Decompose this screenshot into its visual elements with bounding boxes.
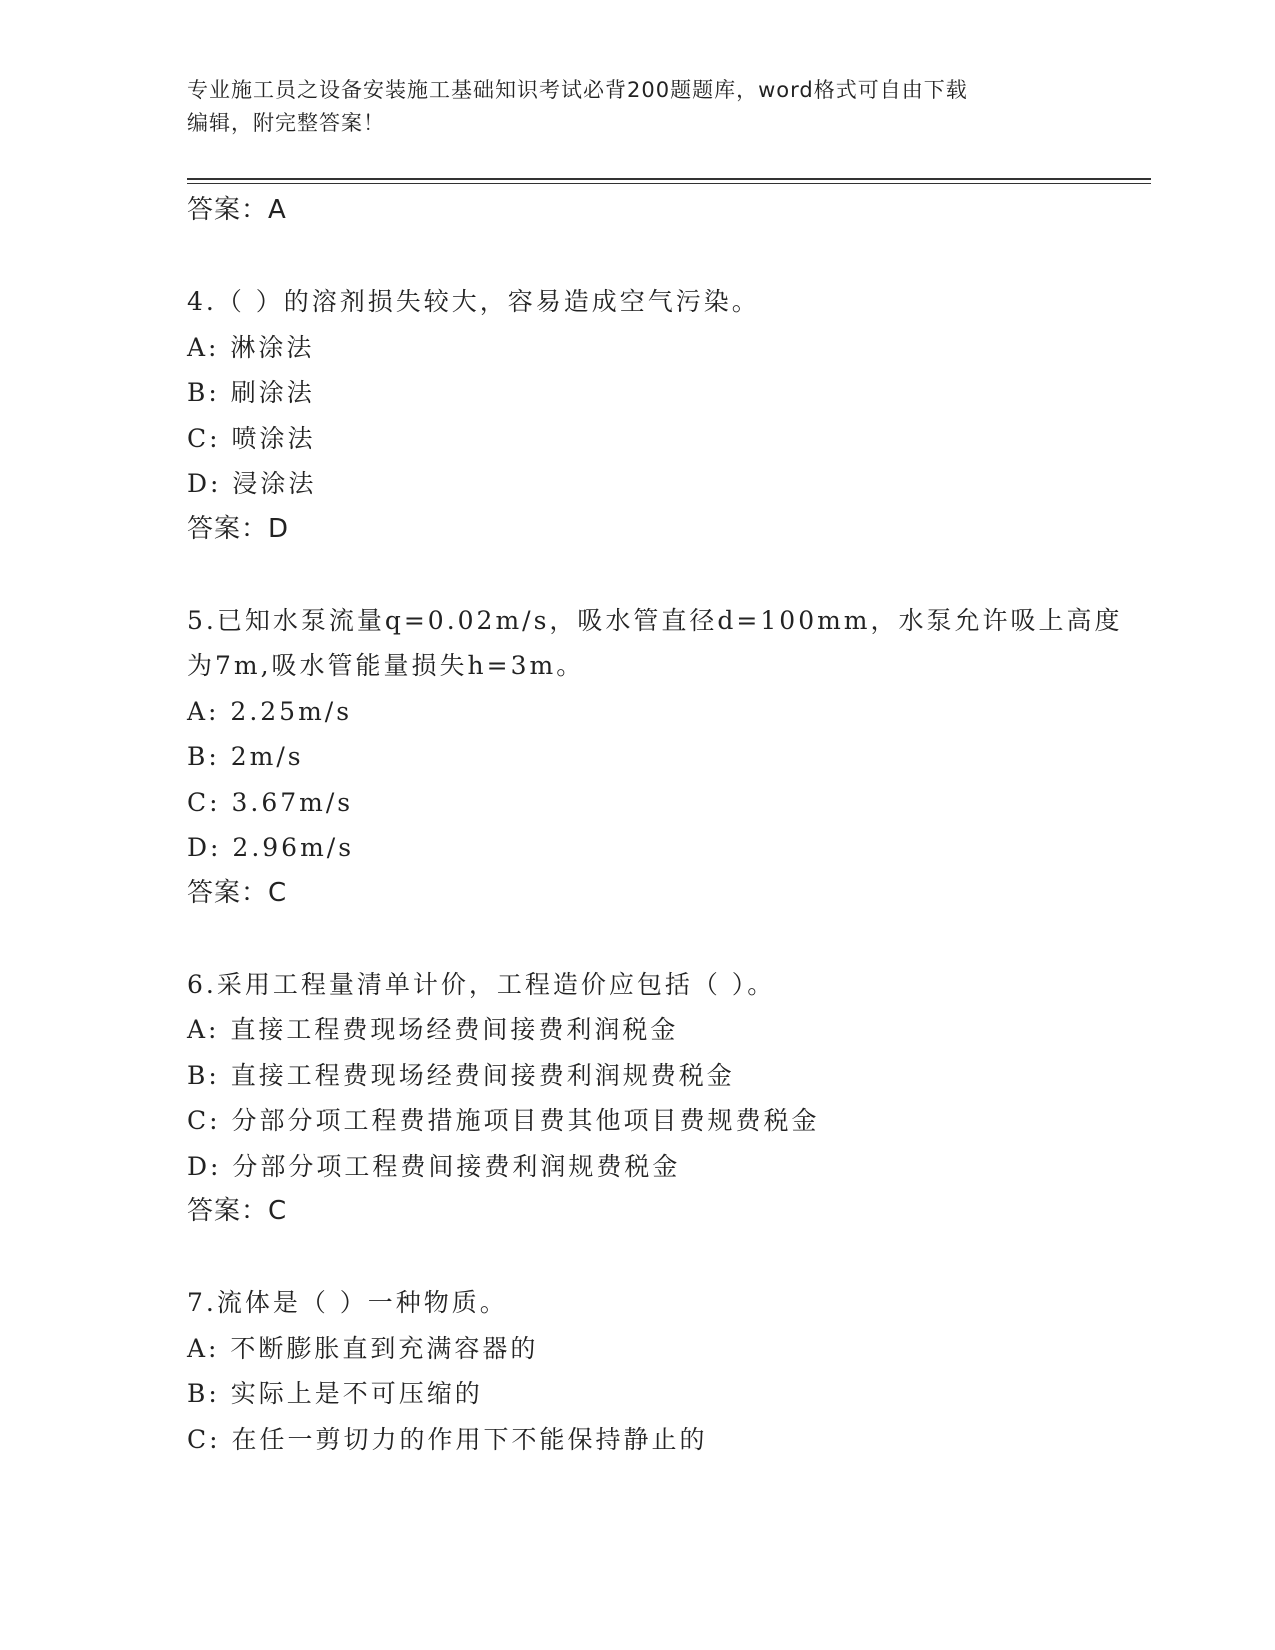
question-stem: 4.（ ）的溶剂损失较大，容易造成空气污染。 bbox=[187, 287, 760, 316]
option-a: A: 不断膨胀直到充满容器的 bbox=[187, 1333, 539, 1363]
answer-line: 答案：C bbox=[187, 877, 288, 908]
document-header bbox=[187, 74, 1087, 140]
option-b: B: 刷涂法 bbox=[187, 378, 315, 407]
option-a: A: 直接工程费现场经费间接费利润税金 bbox=[187, 1015, 679, 1044]
question-block bbox=[187, 279, 1147, 552]
option-c: C: 在任一剪切力的作用下不能保持静止的 bbox=[187, 1424, 708, 1454]
option-b: B: 直接工程费现场经费间接费利润规费税金 bbox=[187, 1060, 735, 1090]
spacer bbox=[187, 234, 1147, 280]
document-body bbox=[187, 188, 1147, 1462]
answer-line: 答案：A bbox=[187, 195, 287, 225]
question-stem: 7.流体是（ ）一种物质。 bbox=[187, 1288, 508, 1317]
option-b: B: 实际上是不可压缩的 bbox=[187, 1379, 483, 1408]
header-rule-thin bbox=[187, 183, 1151, 184]
option-d: D: 浸涂法 bbox=[187, 469, 317, 498]
answer-line: 答案：C bbox=[187, 1196, 288, 1226]
header-rule-thick bbox=[187, 178, 1151, 180]
option-c: C: 喷涂法 bbox=[187, 423, 316, 453]
question-block bbox=[187, 962, 1147, 1235]
spacer bbox=[187, 552, 1147, 598]
answer-line: 答案：D bbox=[187, 513, 290, 544]
option-c: C: 3.67m/s bbox=[187, 787, 354, 817]
header-title-line-1: 专业施工员之设备安装施工基础知识考试必背200题题库，word格式可自由下载 bbox=[187, 78, 968, 102]
spacer bbox=[187, 1235, 1147, 1281]
option-d: D: 2.96m/s bbox=[187, 833, 355, 862]
question-block bbox=[187, 1280, 1147, 1462]
option-c: C: 分部分项工程费措施项目费其他项目费规费税金 bbox=[187, 1106, 820, 1135]
question-block bbox=[187, 598, 1147, 917]
spacer bbox=[187, 916, 1147, 962]
question-stem-continued: 为7m,吸水管能量损失h=3m。 bbox=[187, 651, 585, 680]
option-a: A: 淋涂法 bbox=[187, 332, 315, 362]
question-stem: 5.已知水泵流量q=0.02m/s，吸水管直径d=100mm，水泵允许吸上高度 bbox=[187, 605, 1123, 635]
header-title-line-2: 编辑，附完整答案！ bbox=[187, 111, 385, 135]
option-a: A: 2.25m/s bbox=[187, 696, 353, 726]
option-b: B: 2m/s bbox=[187, 742, 304, 771]
question-stem: 6.采用工程量清单计价，工程造价应包括（ ）。 bbox=[187, 969, 776, 999]
option-d: D: 分部分项工程费间接费利润规费税金 bbox=[187, 1151, 681, 1181]
